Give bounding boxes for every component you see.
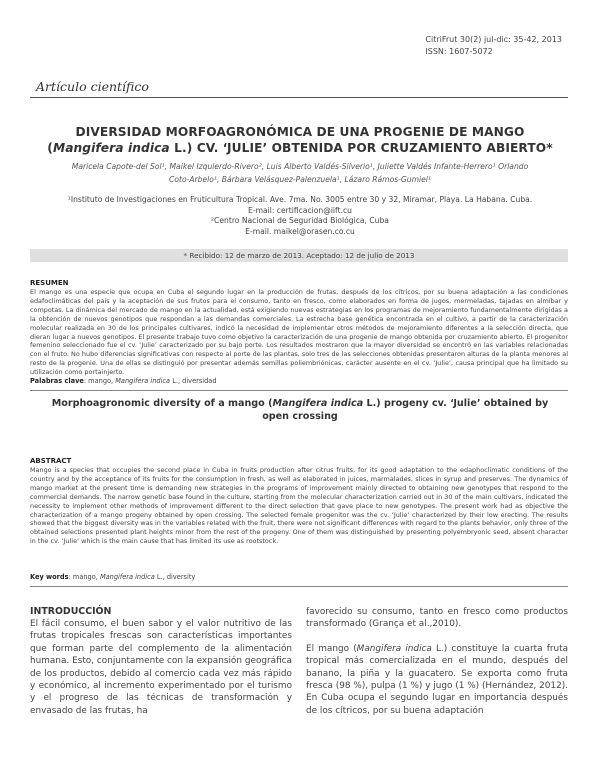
title-species: Mangifera indica: [52, 141, 170, 155]
resumen-section: [30, 279, 568, 377]
affiliation-1: ¹Instituto de Investigaciones en Fruticultura Tropical. Ave. 7ma. No. 3005 entre 30 y 32, Miramar, Playa. La Habana. Cuba.: [67, 195, 533, 204]
intro-right-column: [306, 606, 568, 717]
paper-title: [40, 124, 560, 156]
abstract-section: [30, 457, 568, 546]
intro-heading: INTRODUCCIÓN: [30, 606, 112, 617]
intro-right-paragraph-1: favorecido su consumo, tanto en fresco como productos transformado (Grança et al.,2010).: [306, 607, 568, 630]
intro-left-column: [30, 606, 292, 717]
intro-right-paragraph-2: El mango (Mangifera indica L.) constituye la cuarta fruta tropical más comercializada en el mundo, después del banano, la piña y la guacatero. Se exporta como fruta fresca (98 %), pulpa (1 %) y jugo (1 %) (Hernández, 2012). En Cuba ocupa el segundo lugar en importancia después de los cítricos, por su buena adaptación: [306, 643, 569, 716]
abstract-text: Mango is a species that occupies the second place in Cuba in fruits production after citrus fruits, for its good adaptation to the edaphoclimatic conditions of the country and by the acceptance of its fruits for the consumption in fresh, as well as elaborated in juices, marmalades, slices in syrup and preserves. The dynamics of mango market at the present time is demanding new strategies in the programs of improvement mainly directed to obtaining new genotypes that respond to the commercial demands. The narrow genetic base found in the culture, starting from the molecular characterization carried out in 30 of the main cultivars, indicated the necessity to implement other methods of improvement different to the direct selection that gave place to new genotypes. The present work had as objective the characterization of a mango progeny obtained by open crossing. The selected female progenitor was the cv. ‘Julie’ characterized by their low erecting. The results showed that the biggest diversity was in the variables related with the fruit, there were not significant differences with regard to the plants behavior, only three of the obtained selections presented plant heights minor from the rest of the progeny. One of them was distinguished by presenting polyembryonic seed, absent character in the cv. ‘Julie’ which is the main cause that has limited its use as rootstock.: [30, 466, 568, 546]
affiliations: [30, 195, 570, 237]
palabras-clave-label: Palabras clave: [30, 377, 84, 385]
english-title: [50, 397, 550, 423]
key-words-label: Key words: [30, 573, 69, 581]
section-tag-label: Artículo científico: [36, 79, 149, 94]
affiliation-1-email: E-mail: certificacion@iift.cu: [248, 205, 352, 215]
journal-header: [425, 34, 562, 58]
section-tag: [30, 79, 568, 98]
english-title-line-2: open crossing: [262, 411, 338, 422]
title-line-1: DIVERSIDAD MORFOAGRONÓMICA DE UNA PROGENIE DE MANGO: [75, 125, 525, 139]
authors-line-1: Maricela Capote-del Sol¹, Maikel Izquierdo-Rivero², Luis Alberto Valdés-Silverio¹, Juliette Valdés Infante-Herrero¹ Orlando: [71, 162, 529, 171]
author-list: [44, 161, 556, 186]
journal-citation: CitriFrut 30(2) jul-dic: 35-42, 2013: [425, 35, 562, 44]
journal-issn: ISSN: 1607-5072: [425, 47, 493, 56]
affiliation-2: ²Centro Nacional de Seguridad Biológica, Cuba: [211, 216, 389, 225]
received-accepted-dates: * Recibido: 12 de marzo de 2013. Aceptado: 12 de julio de 2013: [30, 249, 568, 262]
authors-line-2: Coto-Arbelo¹, Bárbara Velásquez-Palenzuela¹, Lázaro Rámos-Gumiel¹: [169, 174, 431, 184]
affiliation-2-email: E-mail. maikel@orasen.co.cu: [245, 226, 355, 236]
resumen-heading: RESUMEN: [30, 279, 69, 287]
abstract-heading: ABSTRACT: [30, 457, 72, 465]
intro-left-text: El fácil consumo, el buen sabor y el valor nutritivo de las frutas tropicales frescas son características importantes que forman parte del complemento de la alimentación humana. Esto, conjuntamente con la expansión geográfica de los productos, debido al comercio cada vez más rápido y económico, al incremento experimentado por el turismo y el progreso de las técnicas de transformación y envasado de las frutas, ha: [30, 619, 292, 716]
key-words: Key words: mango, Mangifera indica L., diversity: [30, 573, 196, 581]
title-line-2: (Mangifera indica L.) CV. ‘JULIE’ OBTENIDA POR CRUZAMIENTO ABIERTO*: [47, 141, 553, 155]
divider: [30, 390, 568, 391]
divider: [30, 586, 568, 587]
english-title-line-1: Morphoagronomic diversity of a mango (Mangifera indica L.) progeny cv. ‘Julie’ obtained by: [51, 398, 549, 409]
palabras-clave: Palabras clave: mango, Mangifera indica L., diversidad: [30, 377, 217, 385]
resumen-text: El mango es una especie que ocupa en Cuba el segundo lugar en la producción de frutas, después de los cítricos, por su buena adaptación a las condiciones edafoclimáticas del país y la aceptación de sus frutos para el consumo, tanto en fresco, como elaborados en forma de jugos, mermeladas, tajadas en almíbar y compotas. La dinámica del mercado de mango en la actualidad, está exigiendo nuevas estrategias en los programas de mejoramiento fundamentalmente dirigidas a la obtención de nuevos genotipos que respondan a las demandas comerciales. La estrecha base genética encontrada en el cultivo, a partir de la caracterización molecular realizada en 30 de los principales cultivares, indicó la necesidad de implementar otros métodos de mejoramiento diferentes a la selección directa, que dieran lugar a nuevos genotipos. El presente trabajo tuvo como objetivo la caracterización de una progenie de mango obtenida por cruzamiento abierto. El progenitor femenino seleccionado fue el cv. ‘Julie’ caracterizado por su bajo porte. Los resultados mostraron que la mayor diversidad se encontró en las variables relacionadas con el fruto. No hubo diferencias significativas con respecto al porte de las plantas, solo tres de las selecciones obtenidas presentaron alturas de la planta menores al resto de la progenie. Una de ellas se distinguió por presentar además semillas poliembriónicas, carácter ausente en el cv. ‘Julie’, causa principal que ha limitado su utilización como portainjerto.: [30, 288, 568, 377]
